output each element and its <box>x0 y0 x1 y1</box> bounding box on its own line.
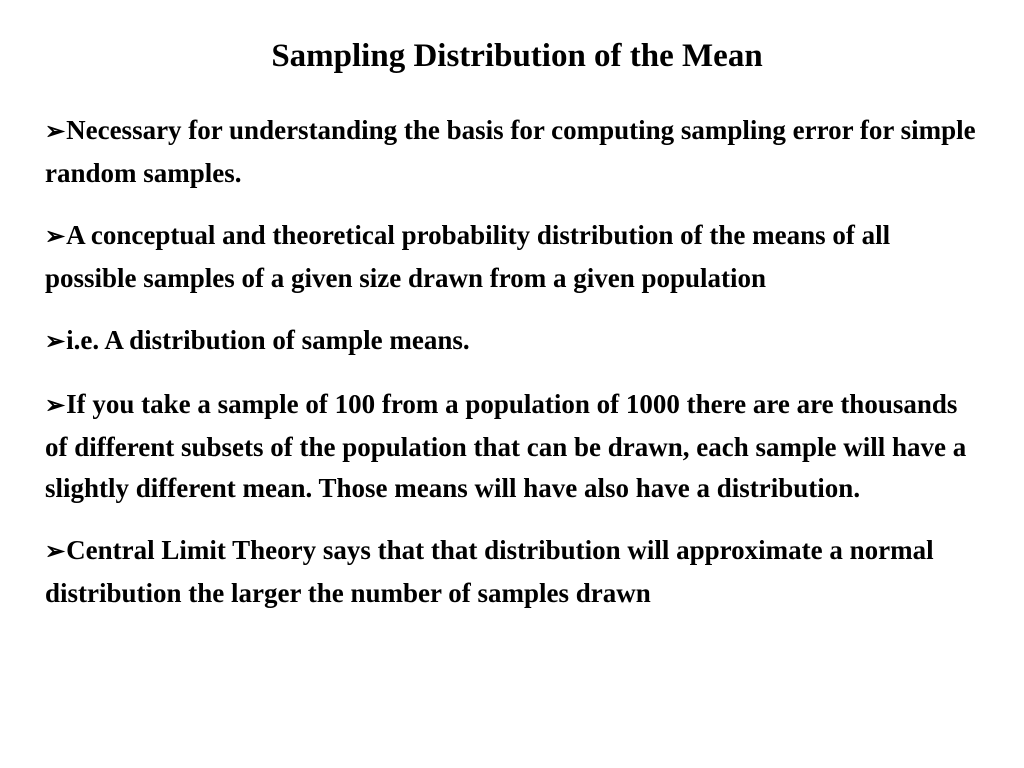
arrowhead-bullet-icon: ➢ <box>45 393 66 419</box>
bullet-item <box>45 384 980 509</box>
bullet-item <box>45 215 980 299</box>
bullet-list <box>45 110 980 635</box>
bullet-text: i.e. A distribution of sample means. <box>66 325 470 355</box>
arrowhead-bullet-icon: ➢ <box>45 224 66 250</box>
bullet-text: A conceptual and theoretical probability distribution of the means of all possible samples of a given size drawn from a given population <box>45 220 891 293</box>
bullet-item <box>45 530 980 614</box>
arrowhead-bullet-icon: ➢ <box>45 119 66 145</box>
bullet-text: Central Limit Theory says that that distribution will approximate a normal distribution the larger the number of samples drawn <box>45 535 934 608</box>
bullet-item <box>45 110 980 194</box>
bullet-item <box>45 320 980 363</box>
arrowhead-bullet-icon: ➢ <box>45 539 66 565</box>
bullet-text: Necessary for understanding the basis for computing sampling error for simple random samples. <box>45 115 976 188</box>
bullet-text: If you take a sample of 100 from a population of 1000 there are are thousands of different subsets of the population that can be drawn, each sample will have a slightly different mean. Those means will have also have a distribution. <box>45 389 967 503</box>
slide-title: Sampling Distribution of the Mean <box>271 38 763 74</box>
arrowhead-bullet-icon: ➢ <box>45 329 66 355</box>
